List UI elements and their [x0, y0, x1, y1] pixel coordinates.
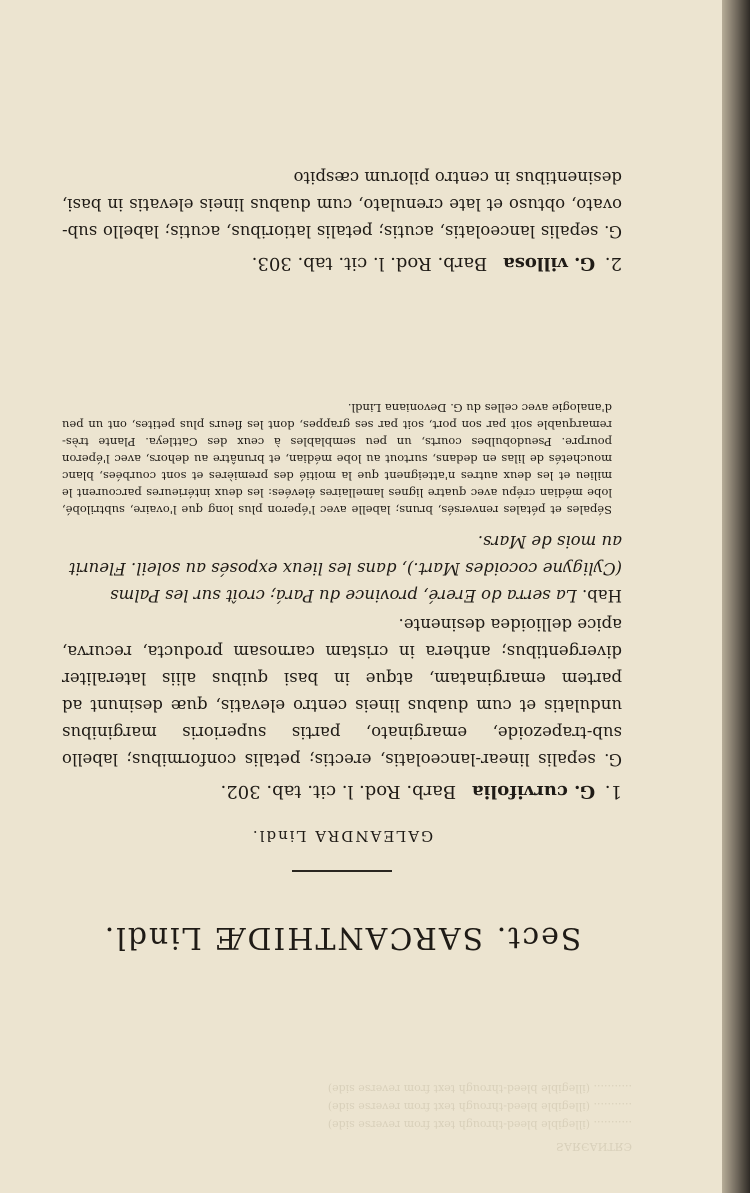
- divider-rule: [292, 870, 392, 872]
- bleed-through-line: ЄЯΤИАЭЯАƧ: [556, 1140, 632, 1153]
- bleed-through-line: ........... (illegible bleed-through text from reverse side): [327, 1100, 632, 1113]
- species-citation: Barb. Rod. l. cit. tab. 303.: [251, 253, 488, 274]
- bleed-through-line: ........... (illegible bleed-through text from reverse side): [327, 1082, 632, 1095]
- habitat-text: La serra do Ereré, province du Pará; croît sur les Palms (Cyligyne cocoides Mart.), dans les lieux exposés au soleil. Fleurit au mois de Mars.: [68, 532, 622, 605]
- latin-description: G. sepalis lanceolatis, acutis; petalis latioribus, acutis; labello sub-ovato, obtuso et late crenulato, cum duabus lineis elevatis in basi, desinentibus in centro pilorum cæspito: [62, 168, 622, 241]
- species-entry-1: [62, 399, 622, 803]
- section-title: Sect. SARCANTHIDÆ Lindl.: [102, 920, 582, 955]
- latin-description: G. sepalis linear-lanceolatis, erectis; petalis conformibus; labello sub-trapezoide, emarginato, partis superioris marginibus undulatis et cum duabus lineis centro elevatis, quæ desinunt ad partem emarginatam, atque in basi quibus aliis lateraliter divergentibus; anthera in cristam carnosam producta, recurva, apice dellioidea desinente.: [62, 615, 622, 769]
- species-name: G. villosa: [503, 253, 596, 274]
- species-name: G. curvifolia: [471, 781, 596, 802]
- entry-number: 1.: [604, 781, 622, 802]
- habitat-paragraph: [62, 528, 622, 609]
- french-note: Sépales et pétales renversés, bruns; labelle avec l'éperon plus long que l'ovaire, subtrilobé, lobe médian crépu avec quatre lignes lamellaires élevées: les deux intérieures parcourent le milieu et les deux autres n'atteignent que la moitié des premières et sont courbées, blanc mouchetés de lilas en dedans, surtout au lobe médian, et brunâtre au dehors, avec l'éperon pourpre. Pseudobulbes courts, un peu semblables à ceux des Cattleya. Plante très-remarquable soit par son port, soit par ses grappes, dont les fleurs plus petites, ont un peu d'analogie avec celles du G. Devoniana Lindl.: [62, 401, 612, 517]
- species-citation: Barb. Rod. l. cit. tab. 302.: [220, 781, 457, 802]
- habitat-label: Hab.: [581, 586, 622, 605]
- page-gutter-shadow: [722, 0, 750, 1193]
- entry-number: 2.: [604, 253, 622, 274]
- species-entry-2: [62, 164, 622, 275]
- entry-heading: [62, 251, 622, 275]
- bleed-through-line: ........... (illegible bleed-through text from reverse side): [327, 1118, 632, 1131]
- genus-heading: GALEANDRA Lindl.: [250, 827, 434, 845]
- entry-heading: [62, 779, 622, 803]
